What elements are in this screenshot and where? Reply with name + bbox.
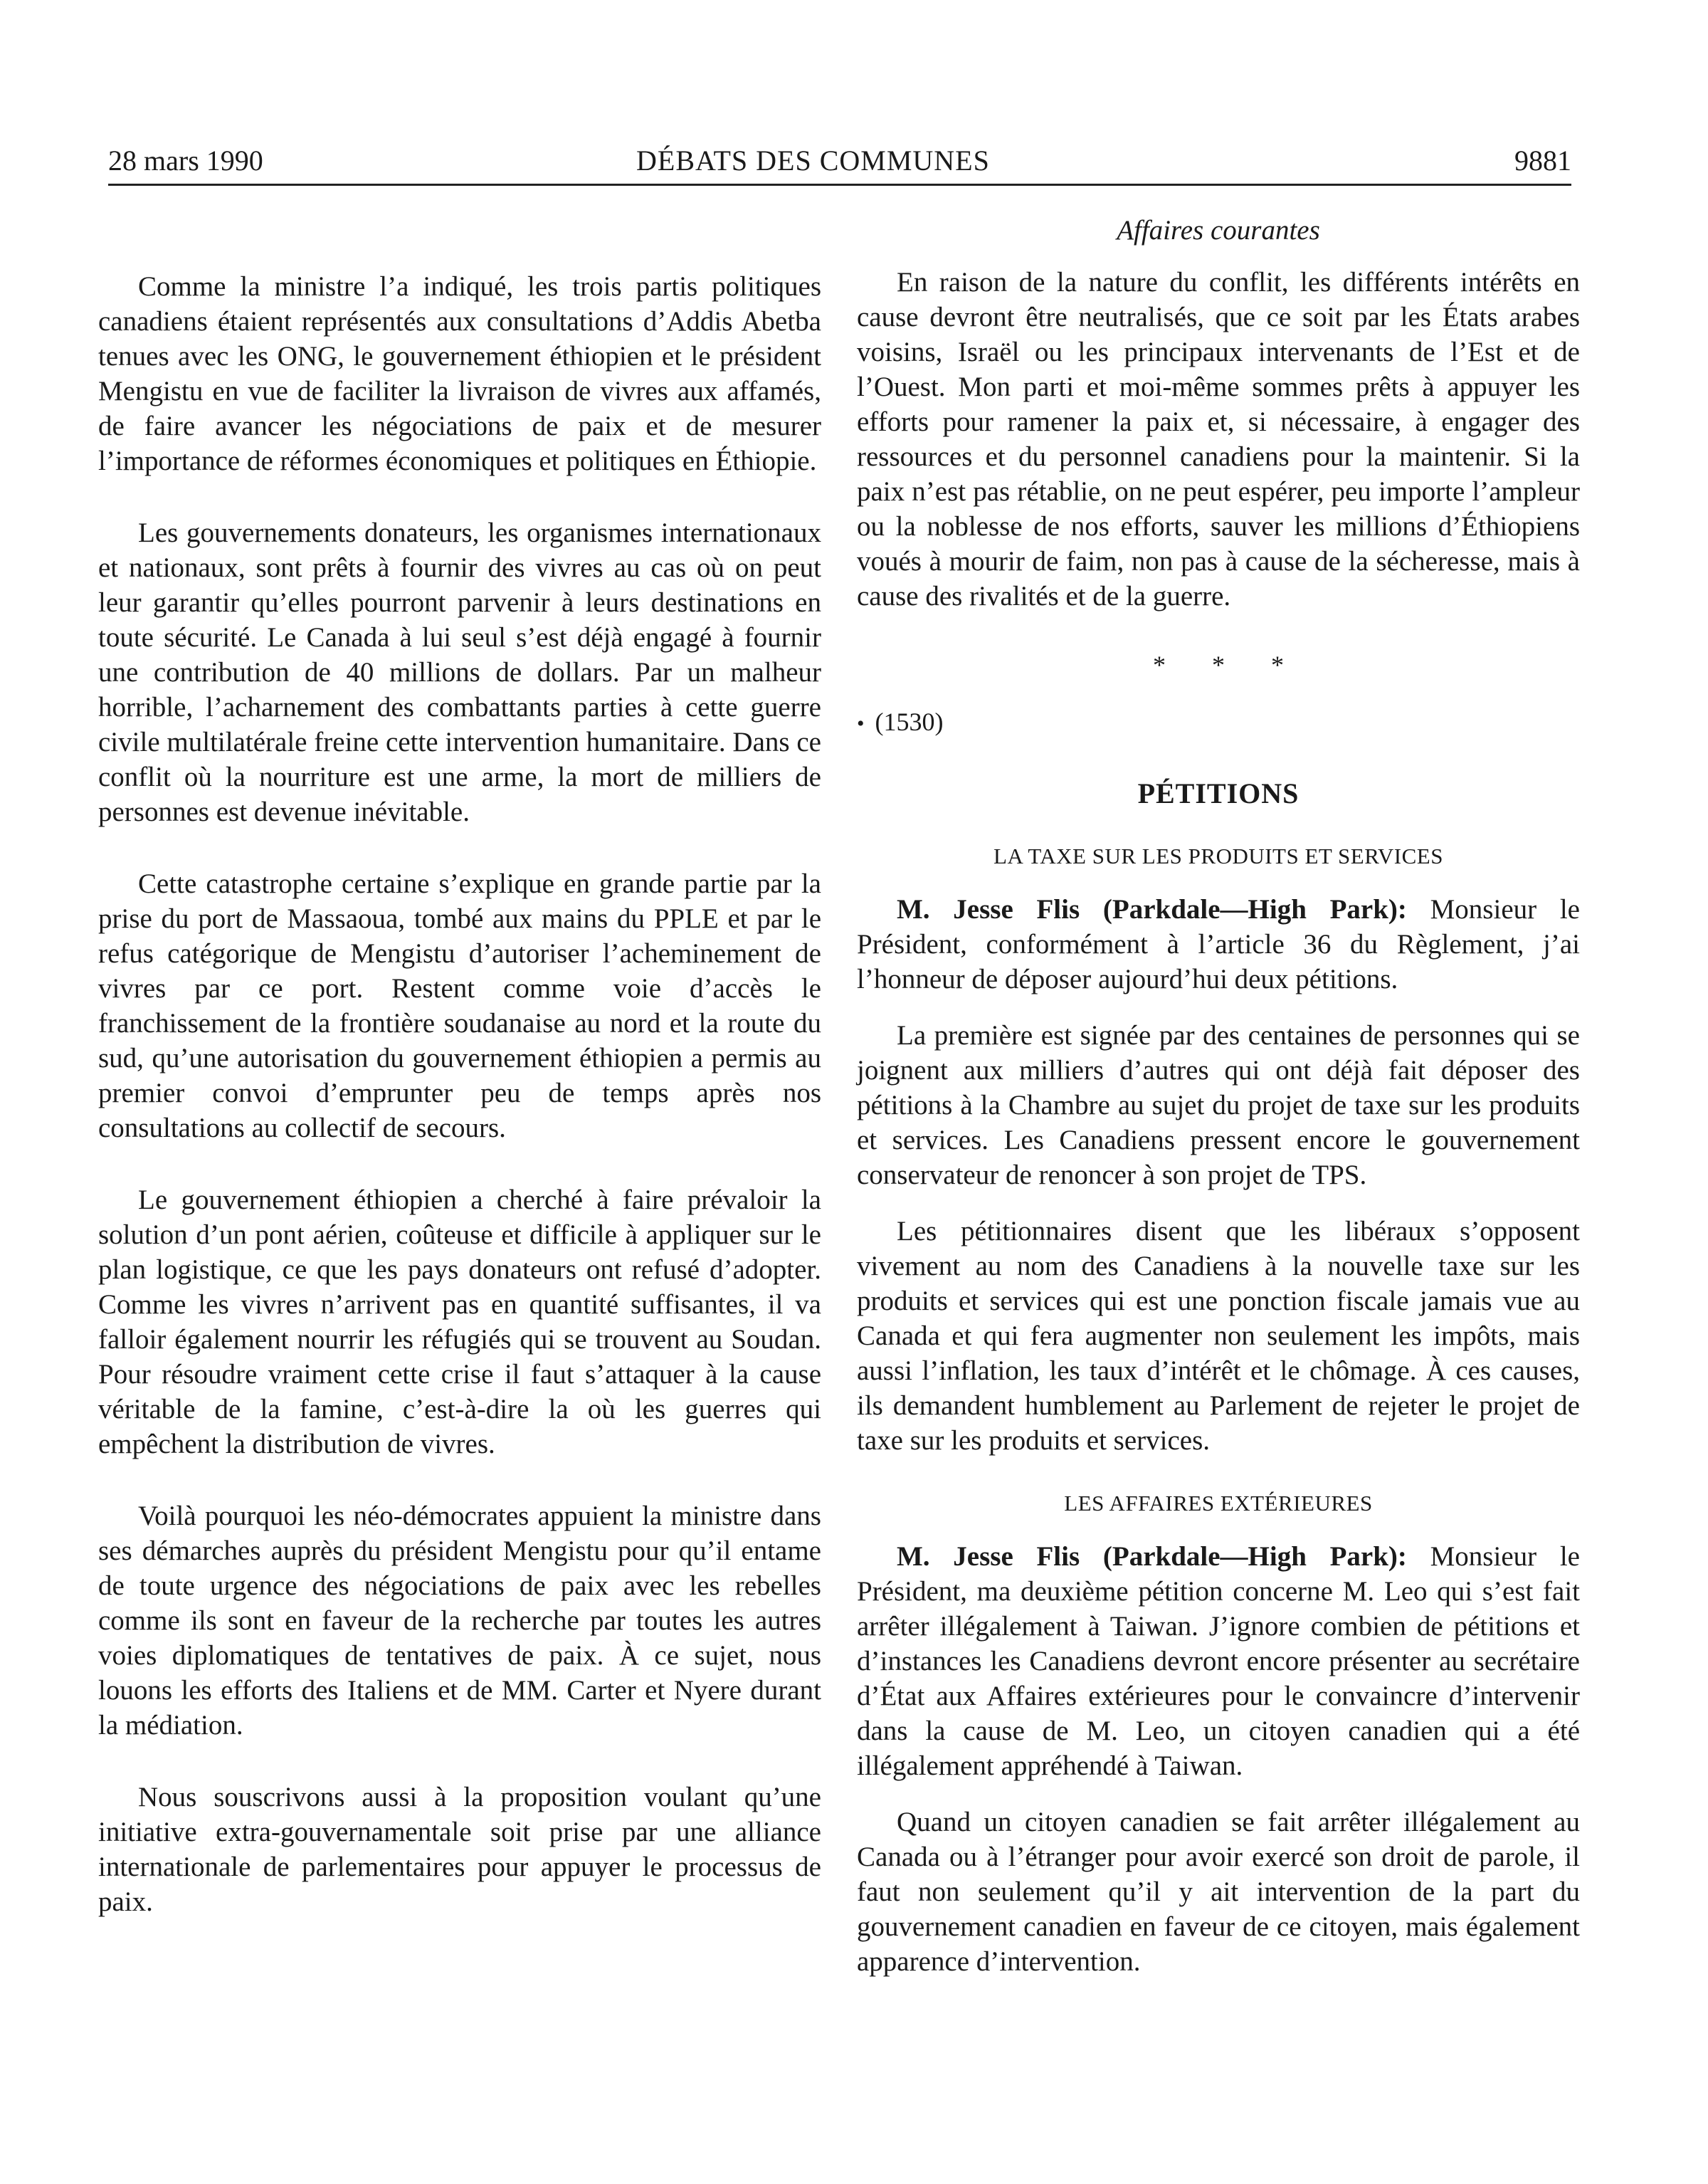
section-title: Affaires courantes	[1117, 215, 1320, 246]
speaker-name-2: M. Jesse Flis (Parkdale—High Park):	[897, 1541, 1407, 1572]
right-paragraph-1: En raison de la nature du conflit, les différents intérêts en cause devront être neutralisés, que ce soit par les États arabes voisins, Israël ou les principaux intervenants de l’Est et de l’Ouest. Mon parti et moi-même sommes prêts à appuyer les efforts pour ramener la paix et, si nécessaire, à engager des ressources et du personnel canadiens pour la maintenir. Si la paix n’est pas rétablie, on ne peut espérer, peu importe l’ampleur ou la noblesse de nos efforts, sauver les millions d’Éthiopiens voués à mourir de faim, non pas à cause de la sécheresse, mais à cause des rivalités et de la guerre.	[857, 267, 1580, 611]
section-separator: * * *	[1153, 651, 1304, 679]
header-date: 28 mars 1990	[108, 145, 263, 177]
bullet-icon: •	[857, 712, 865, 735]
left-paragraph-3: Cette catastrophe certaine s’explique en grande partie par la prise du port de Massaoua, tombé aux mains du PPLE et par le refus catégorique de Mengistu d’autoriser l’acheminement de vivres par ce port. Restent comme voie d’accès le franchissement de la frontière soudanaise au nord et la route du sud, qu’une autorisation du gouvernement éthiopien a permis au premier convoi d’emprunter peu de temps après nos consultations au collectif de secours.	[98, 868, 821, 1143]
speech-1	[857, 892, 1580, 997]
speech-2	[857, 1539, 1580, 1783]
left-paragraph-5: Voilà pourquoi les néo-démocrates appuient la ministre dans ses démarches auprès du président Mengistu pour qu’il entame de toute urgence des négociations de paix avec les rebelles comme ils sont en faveur de la recherche par toutes les autres voies diplomatiques de tentatives de paix. À ce sujet, nous louons les efforts des Italiens et de MM. Carter et Nyere durant la médiation.	[98, 1501, 821, 1741]
header-title: DÉBATS DES COMMUNES	[636, 145, 990, 177]
time-marker	[857, 706, 1580, 740]
left-paragraph-4: Le gouvernement éthiopien a cherché à faire prévaloir la solution d’un pont aérien, coûteuse et difficile à appliquer sur le plan logistique, ce que les pays donateurs ont refusé d’adopter. Comme les vivres n’arrivent pas en quantité suffisantes, il va falloir également nourrir les réfugiés qui se trouvent au Soudan. Pour résoudre vraiment cette crise il faut s’attaquer à la cause véritable de la famine, c’est-à-dire la où les guerres qui empêchent la distribution de vivres.	[98, 1185, 821, 1459]
subheading-external-affairs: LES AFFAIRES EXTÉRIEURES	[1064, 1491, 1373, 1516]
header-page-number: 9881	[1514, 145, 1571, 177]
left-paragraph-1: Comme la ministre l’a indiqué, les trois partis politiques canadiens étaient représentés aux consultations d’Addis Abetba tenues avec les ONG, le gouvernement éthiopien et le président Mengistu en vue de faciliter la livraison de vivres aux affamés, de faire avancer les négociations de paix et de mesurer l’importance de réformes économiques et politiques en Éthiopie.	[98, 271, 821, 476]
page-header	[108, 138, 1571, 186]
speaker-name-1: M. Jesse Flis (Parkdale—High Park):	[897, 894, 1407, 925]
left-column	[98, 214, 821, 1956]
right-paragraph-4: Quand un citoyen canadien se fait arrêter illégalement au Canada ou à l’étranger pour avoir exercé son droit de parole, il faut non seulement qu’il y ait intervention de la part du gouvernement canadien en faveur de ce citoyen, mais également apparence d’intervention.	[857, 1807, 1580, 1977]
right-column	[857, 214, 1580, 2000]
subheading-gst: LA TAXE SUR LES PRODUITS ET SERVICES	[993, 844, 1443, 868]
speech-2-text: Monsieur le Président, ma deuxième pétition concerne M. Leo qui s’est fait arrêter illégalement à Taiwan. J’ignore combien de pétitions et d’instances les Canadiens devront encore présenter au secrétaire d’État aux Affaires extérieures pour le convaincre d’intervenir dans la cause de M. Leo, un citoyen canadien qui a été illégalement appréhendé à Taiwan.	[857, 1541, 1580, 1781]
left-paragraph-2: Les gouvernements donateurs, les organismes internationaux et nationaux, sont prêts à fournir des vivres au cas où on peut leur garantir qu’elles pourront parvenir à leurs destinations en toute sécurité. Le Canada à lui seul s’est déjà engagé à fournir une contribution de 40 millions de dollars. Par un malheur horrible, l’acharnement des combattants parties à cette guerre civile multilatérale freine cette intervention humanitaire. Dans ce conflit où la nourriture est une arme, la mort de milliers de personnes est devenue inévitable.	[98, 518, 821, 827]
time-marker-text: (1530)	[875, 708, 944, 736]
petitions-heading: PÉTITIONS	[1137, 777, 1300, 809]
speech-1-text: Monsieur le Président, conformément à l’article 36 du Règlement, j’ai l’honneur de déposer aujourd’hui deux pétitions.	[857, 894, 1580, 994]
right-paragraph-2: La première est signée par des centaines de personnes qui se joignent aux milliers d’autres qui ont déjà fait déposer des pétitions à la Chambre au sujet du projet de taxe sur les produits et services. Les Canadiens pressent encore le gouvernement conservateur de renoncer à son projet de TPS.	[857, 1020, 1580, 1190]
right-paragraph-3: Les pétitionnaires disent que les libéraux s’opposent vivement au nom des Canadiens à la nouvelle taxe sur les produits et services qui est une ponction fiscale jamais vue au Canada et qui fera augmenter non seulement les impôts, mais aussi l’inflation, les taux d’intérêt et le chômage. À ces causes, ils demandent humblement au Parlement de rejeter le projet de taxe sur les produits et services.	[857, 1216, 1580, 1456]
left-paragraph-6: Nous souscrivons aussi à la proposition voulant qu’une initiative extra-gouvernamentale soit prise par une alliance internationale de parlementaires pour appuyer le processus de paix.	[98, 1782, 821, 1917]
